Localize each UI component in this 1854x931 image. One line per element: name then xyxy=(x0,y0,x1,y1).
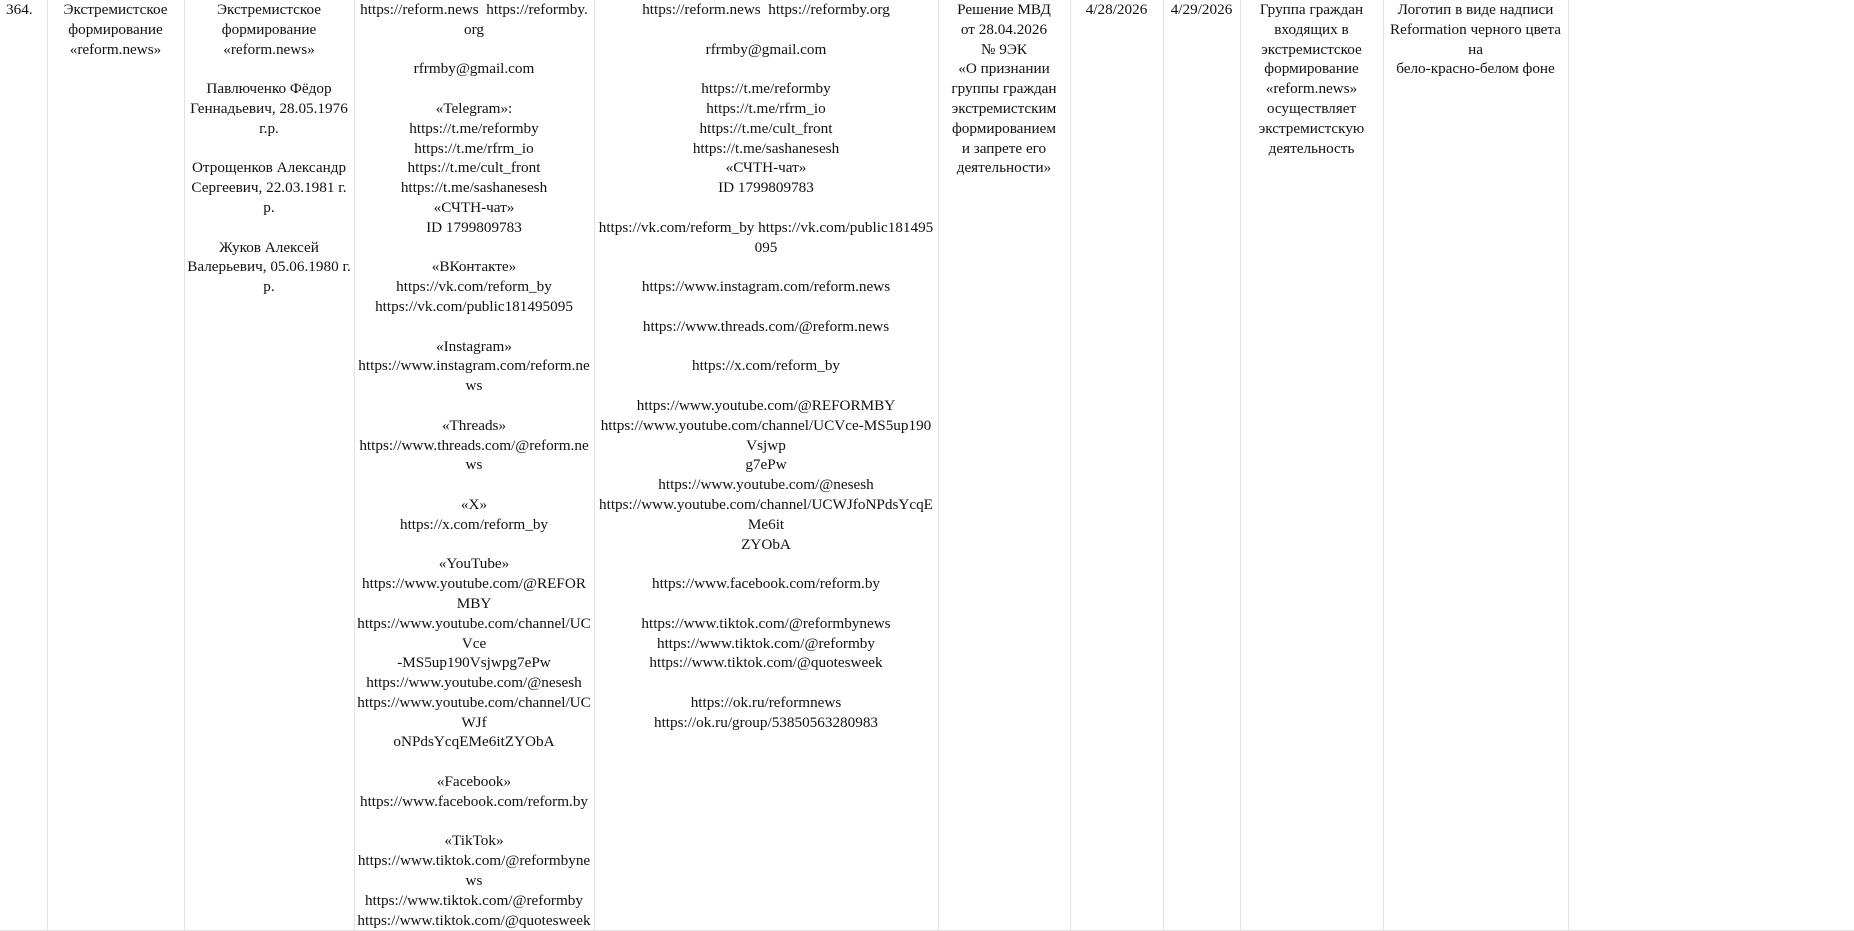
text-line: https://t.me/rfrm_io xyxy=(706,99,826,117)
text-line: ID 1799809783 xyxy=(426,218,522,236)
text-line: Павлюченко Фёдор xyxy=(206,80,332,98)
text-line: «Instagram» xyxy=(436,337,512,355)
text-line: входящих в xyxy=(1274,20,1349,38)
text-line: https://www.tiktok.com/@reformbynews xyxy=(641,614,891,632)
text-line: https://reform.news https://reformby.org xyxy=(360,1,588,38)
blank-line xyxy=(597,297,936,317)
text-line: https://t.me/sashanesesh xyxy=(692,139,840,157)
text-line: https://www.youtube.com/channel/UCWJfoNPdsYcqEMe6it xyxy=(599,495,933,533)
text-line: https://www.youtube.com/@nesesh xyxy=(366,674,582,692)
date-decision: 4/28/2026 xyxy=(1085,1,1148,18)
text-line: группы граждан xyxy=(951,80,1057,98)
symbol-lines xyxy=(1386,0,1566,79)
text-line: https://t.me/sashanesesh xyxy=(400,179,548,197)
blank-line xyxy=(597,59,936,79)
text-line: деятельность xyxy=(1268,139,1355,157)
text-line: https://vk.com/reform_by xyxy=(396,278,552,296)
text-line: «reform.news» xyxy=(1265,80,1358,98)
text-line: https://x.com/reform_by xyxy=(399,515,549,533)
text-line: oNPdsYcqEMe6itZYObA xyxy=(393,733,555,751)
blank-line xyxy=(357,238,592,258)
text-line: g7ePw xyxy=(745,456,787,474)
text-line: rfrmby@gmail.com xyxy=(413,60,535,78)
text-line: rfrmby@gmail.com xyxy=(705,40,827,58)
text-line: https://www.tiktok.com/@quotesweek xyxy=(649,654,883,672)
text-line: https://www.tiktok.com/@reformbynews xyxy=(357,852,591,890)
text-line: https://www.tiktok.com/@reformby xyxy=(656,634,875,652)
row-number: 364. xyxy=(6,1,33,18)
text-line: формированием xyxy=(951,119,1057,137)
cell-date-inclusion[interactable] xyxy=(1163,0,1240,931)
cell-date-decision[interactable] xyxy=(1070,0,1163,931)
text-line: https://www.youtube.com/channel/UCWJf xyxy=(357,693,591,731)
text-line: и запрете его xyxy=(961,139,1047,157)
text-line: Экстремистское xyxy=(63,1,168,18)
text-line: https://www.youtube.com/channel/UCVce-MS5up190Vsjwp xyxy=(600,416,932,454)
text-line: деятельности» xyxy=(956,159,1052,177)
text-line: https://ok.ru/group/53850563280983 xyxy=(653,713,878,731)
blank-line xyxy=(597,337,936,357)
blank-line xyxy=(357,535,592,555)
text-line: https://reform.news https://reformby.org xyxy=(642,1,890,18)
text-line: Сергеевич, 22.03.1981 г.р. xyxy=(191,179,347,216)
date-inclusion: 4/29/2026 xyxy=(1170,1,1233,18)
blank-line xyxy=(357,40,592,60)
text-line: https://www.facebook.com/reform.by xyxy=(651,575,881,593)
text-line: «X» xyxy=(460,495,488,513)
text-line: «reform.news» xyxy=(223,40,315,58)
text-line: № 9ЭК xyxy=(980,40,1028,58)
cell-symbol[interactable] xyxy=(1383,0,1568,931)
text-line: https://www.threads.com/@reform.news xyxy=(359,436,589,474)
decision-lines xyxy=(941,0,1068,178)
blank-line xyxy=(357,396,592,416)
text-line: https://t.me/rfrm_io xyxy=(414,139,534,157)
blank-line xyxy=(597,198,936,218)
resources-lines xyxy=(357,0,592,930)
text-line: «СЧТН-чат» xyxy=(725,159,807,177)
text-line: Геннадьевич, 28.05.1976 г.р. xyxy=(190,99,352,137)
text-line: формирование xyxy=(68,20,163,38)
text-line: https://vk.com/reform_by https://vk.com/public181495095 xyxy=(598,218,934,256)
text-line: https://www.youtube.com/@nesesh xyxy=(658,476,874,494)
text-line: https://www.youtube.com/channel/UCVce xyxy=(357,614,591,652)
text-line: https://www.threads.com/@reform.news xyxy=(642,317,890,335)
text-line: формирование xyxy=(1264,60,1359,78)
text-line: -MS5up190Vsjwpg7ePw xyxy=(397,654,551,672)
name-lines xyxy=(50,0,182,59)
text-line: Reformation черного цвета на xyxy=(1389,20,1565,58)
cell-decision[interactable] xyxy=(938,0,1070,931)
text-line: от 28.04.2026 xyxy=(960,20,1048,38)
text-line: https://www.instagram.com/reform.news xyxy=(358,357,590,395)
cell-activity[interactable] xyxy=(1240,0,1383,931)
text-line: «ВКонтакте» xyxy=(431,258,517,276)
text-line: экстремистское xyxy=(1261,40,1362,58)
text-line: Валерьевич, 05.06.1980 г.р. xyxy=(187,258,351,296)
text-line: https://t.me/reformby xyxy=(701,80,831,98)
blank-line xyxy=(597,257,936,277)
text-line: Группа граждан xyxy=(1259,1,1364,18)
text-line: осуществляет xyxy=(1266,99,1357,117)
details-lines xyxy=(187,0,352,297)
blank-line xyxy=(357,752,592,772)
text-line: «Facebook» xyxy=(436,773,512,791)
text-line: «TikTok» xyxy=(444,832,504,850)
text-line: Логотип в виде надписи xyxy=(1397,1,1554,18)
cell-resources-links[interactable] xyxy=(594,0,938,931)
text-line: «YouTube» xyxy=(438,555,510,573)
text-line: https://x.com/reform_by xyxy=(691,357,841,375)
blank-line xyxy=(187,139,352,159)
text-line: https://www.tiktok.com/@reformby xyxy=(364,891,583,909)
text-line: https://www.instagram.com/reform.news xyxy=(641,278,891,296)
text-line: ZYObA xyxy=(741,535,791,553)
text-line: https://www.tiktok.com/@quotesweek xyxy=(357,911,591,929)
blank-line xyxy=(187,218,352,238)
blank-line xyxy=(597,20,936,40)
text-line: https://www.youtube.com/@REFORMBY xyxy=(636,396,896,414)
text-line: https://www.facebook.com/reform.by xyxy=(359,792,589,810)
blank-line xyxy=(357,475,592,495)
activity-lines xyxy=(1243,0,1381,158)
blank-line xyxy=(357,317,592,337)
text-line: «reform.news» xyxy=(69,40,162,58)
blank-line xyxy=(187,59,352,79)
text-line: https://vk.com/public181495095 xyxy=(375,297,573,315)
text-line: Решение МВД xyxy=(957,1,1051,18)
text-line: Отрощенков Александр xyxy=(191,159,347,177)
cell-empty[interactable] xyxy=(1568,0,1854,931)
cell-row-number[interactable] xyxy=(0,0,47,931)
text-line: https://t.me/reformby xyxy=(409,119,539,137)
cell-name[interactable] xyxy=(47,0,184,931)
text-line: бело-красно-белом фоне xyxy=(1396,60,1555,78)
text-line: экстремистскую xyxy=(1258,119,1365,137)
blank-line xyxy=(357,812,592,832)
text-line: Экстремистское xyxy=(216,1,322,18)
text-line: «Threads» xyxy=(441,416,507,434)
text-line: «СЧТН-чат» xyxy=(433,198,515,216)
text-line: экстремистским xyxy=(951,99,1057,117)
resources2-lines xyxy=(597,0,936,732)
text-line: https://t.me/cult_front xyxy=(699,119,833,137)
text-line: https://t.me/cult_front xyxy=(407,159,541,177)
text-line: https://www.youtube.com/@REFORMBY xyxy=(362,575,586,612)
blank-line xyxy=(597,673,936,693)
blank-line xyxy=(597,376,936,396)
text-line: https://ok.ru/reformnews xyxy=(690,693,842,711)
text-line: ID 1799809783 xyxy=(718,179,814,197)
text-line: Жуков Алексей xyxy=(219,238,319,256)
blank-line xyxy=(597,594,936,614)
cell-details[interactable] xyxy=(184,0,354,931)
text-line: «Telegram»: xyxy=(435,99,513,117)
blank-line xyxy=(357,79,592,99)
text-line: формирование xyxy=(221,20,317,38)
cell-resources[interactable] xyxy=(354,0,594,931)
text-line: «О признании xyxy=(958,60,1050,78)
blank-line xyxy=(597,554,936,574)
